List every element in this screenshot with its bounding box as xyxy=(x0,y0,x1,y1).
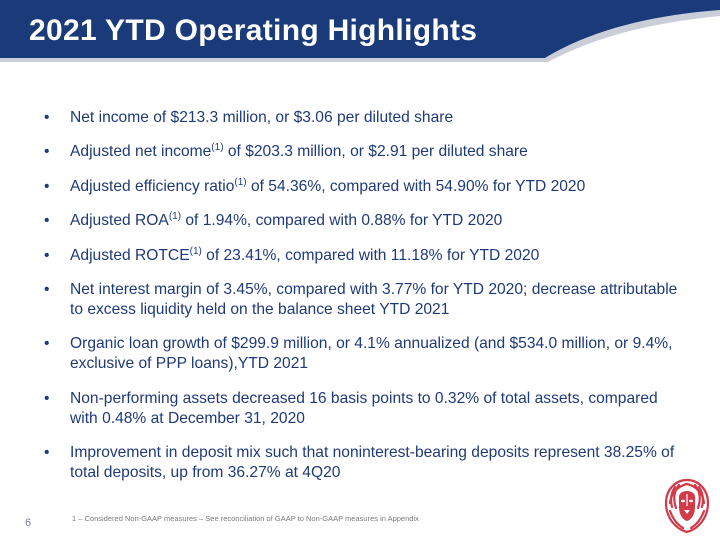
footnote-marker: (1) xyxy=(189,245,202,257)
list-item: • Adjusted ROA$^{(1)}$ of 1.94%, compared with 0.88% for YTD 2020 xyxy=(44,211,503,230)
bullet-icon: • xyxy=(44,109,50,126)
list-item: • Net income of $213.3 million, or $3.06 per diluted share xyxy=(44,109,454,126)
list-item: • Adjusted ROTCE$^{(1)}$ of 23.41%, compared with 11.18% for YTD 2020 xyxy=(44,245,540,264)
slide-title: 2021 YTD Operating Highlights xyxy=(29,14,478,47)
title-band xyxy=(0,0,720,70)
bullet-icon: • xyxy=(44,444,50,462)
bullet-icon: • xyxy=(44,389,50,407)
lion-head-icon xyxy=(661,477,713,535)
highlights-list xyxy=(44,108,684,498)
list-item: • Adjusted net income$^{(1)}$ of $203.3 million, or $2.91 per diluted share xyxy=(44,142,528,161)
page-number: 6 xyxy=(25,517,32,529)
bullet-icon: • xyxy=(44,280,50,298)
footnote-marker: (1) xyxy=(234,176,247,188)
list-item: • Adjusted efficiency ratio$^{(1)}$ of 54.36%, compared with 54.90% for YTD 2020 xyxy=(44,176,586,195)
bullet-icon: • xyxy=(44,212,50,230)
list-item: • Improvement in deposit mix such that noninterest-bearing deposits represent 38.25% of total deposits, up from 36.27% at 4Q20 xyxy=(44,444,675,482)
list-item: • Organic loan growth of $299.9 million, or 4.1% annualized (and $534.0 million, or 9.4%, exclusive of PPP loans),YTD 2021 xyxy=(44,335,673,373)
footnote-marker: (1) xyxy=(168,211,182,223)
bullet-icon: • xyxy=(44,246,50,264)
list-item: • Non-performing assets decreased 16 basis points to 0.32% of total assets, compared with 0.48% at December 31, 2020 xyxy=(44,389,658,427)
bullet-icon: • xyxy=(44,335,50,353)
bullet-icon: • xyxy=(44,177,50,195)
list-item: • Net interest margin of 3.45%, compared with 3.77% for YTD 2020; decrease attributable to excess liquidity held on the balance sheet YTD 2021 xyxy=(44,280,678,318)
footnote: 1 – Considered Non-GAAP measures – See reconciliation of GAAP to Non-GAAP measures in Appendix xyxy=(72,514,419,523)
bullet-icon: • xyxy=(44,143,50,161)
footnote-marker: (1) xyxy=(211,142,224,154)
